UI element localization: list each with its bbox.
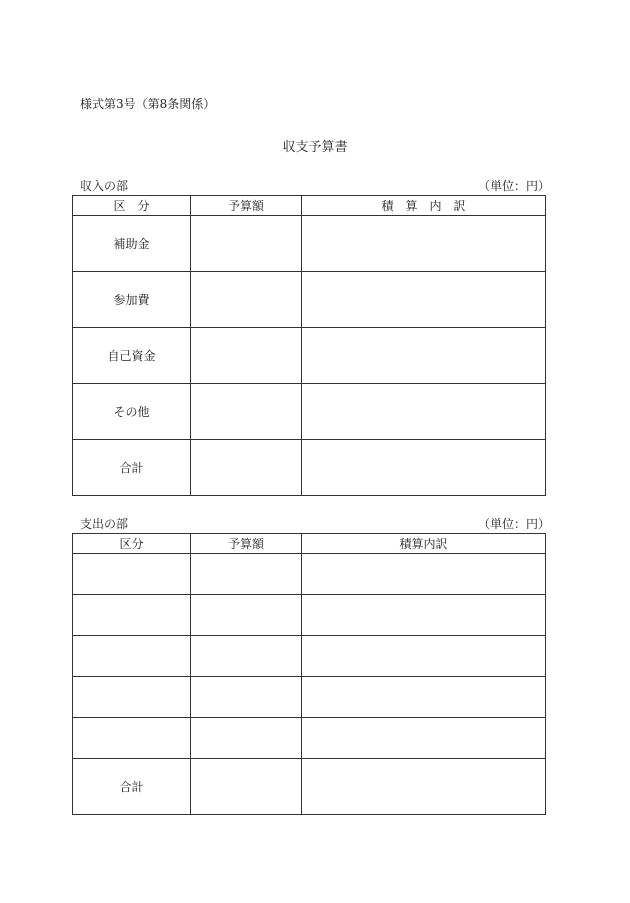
expense-section-label: 支出の部 (80, 517, 129, 531)
income-category-cell: 補助金 (73, 216, 191, 272)
expense-details-cell[interactable] (302, 718, 546, 759)
expense-category-cell: 合計 (73, 759, 191, 815)
expense-details-cell[interactable] (302, 554, 546, 595)
income-category-cell: 自己資金 (73, 328, 191, 384)
expense-table (72, 533, 546, 815)
header-breakdown: 積算内訳 (302, 534, 546, 554)
expense-row (73, 677, 546, 718)
expense-amount-cell[interactable] (191, 718, 302, 759)
expense-category-cell[interactable] (73, 636, 191, 677)
expense-amount-cell[interactable] (191, 595, 302, 636)
income-category-cell: 合計 (73, 440, 191, 496)
document-title: 収支予算書 (282, 140, 348, 155)
income-section-label: 収入の部 (80, 179, 129, 193)
income-row-own-funds (73, 328, 546, 384)
header-category: 区分 (73, 534, 191, 554)
income-header-row (73, 196, 546, 216)
expense-category-cell[interactable] (73, 595, 191, 636)
income-details-cell[interactable] (302, 384, 546, 440)
expense-amount-cell[interactable] (191, 677, 302, 718)
form-number: 様式第3号（第8条関係） (80, 97, 216, 111)
expense-row (73, 554, 546, 595)
expense-header-row (73, 534, 546, 554)
income-amount-cell[interactable] (191, 384, 302, 440)
income-details-cell[interactable] (302, 440, 546, 496)
income-row-participation-fee (73, 272, 546, 328)
expense-details-cell[interactable] (302, 759, 546, 815)
expense-row (73, 595, 546, 636)
income-amount-cell[interactable] (191, 216, 302, 272)
expense-amount-cell[interactable] (191, 759, 302, 815)
expense-details-cell[interactable] (302, 636, 546, 677)
expense-amount-cell[interactable] (191, 636, 302, 677)
expense-row (73, 718, 546, 759)
header-budget-amount: 予算額 (191, 534, 302, 554)
income-table (72, 195, 546, 496)
income-details-cell[interactable] (302, 216, 546, 272)
header-breakdown: 積 算 内 訳 (302, 196, 546, 216)
income-row-subsidy (73, 216, 546, 272)
expense-category-cell[interactable] (73, 677, 191, 718)
income-category-cell: その他 (73, 384, 191, 440)
expense-details-cell[interactable] (302, 677, 546, 718)
income-amount-cell[interactable] (191, 440, 302, 496)
header-category: 区 分 (73, 196, 191, 216)
income-row-total (73, 440, 546, 496)
expense-category-cell[interactable] (73, 554, 191, 595)
income-amount-cell[interactable] (191, 272, 302, 328)
income-details-cell[interactable] (302, 272, 546, 328)
income-unit-label: （単位：円） (477, 179, 550, 193)
header-budget-amount: 予算額 (191, 196, 302, 216)
income-row-other (73, 384, 546, 440)
income-amount-cell[interactable] (191, 328, 302, 384)
expense-unit-label: （単位：円） (477, 517, 550, 531)
income-details-cell[interactable] (302, 328, 546, 384)
expense-category-cell[interactable] (73, 718, 191, 759)
expense-row (73, 636, 546, 677)
expense-details-cell[interactable] (302, 595, 546, 636)
income-category-cell: 参加費 (73, 272, 191, 328)
expense-row-total (73, 759, 546, 815)
expense-amount-cell[interactable] (191, 554, 302, 595)
